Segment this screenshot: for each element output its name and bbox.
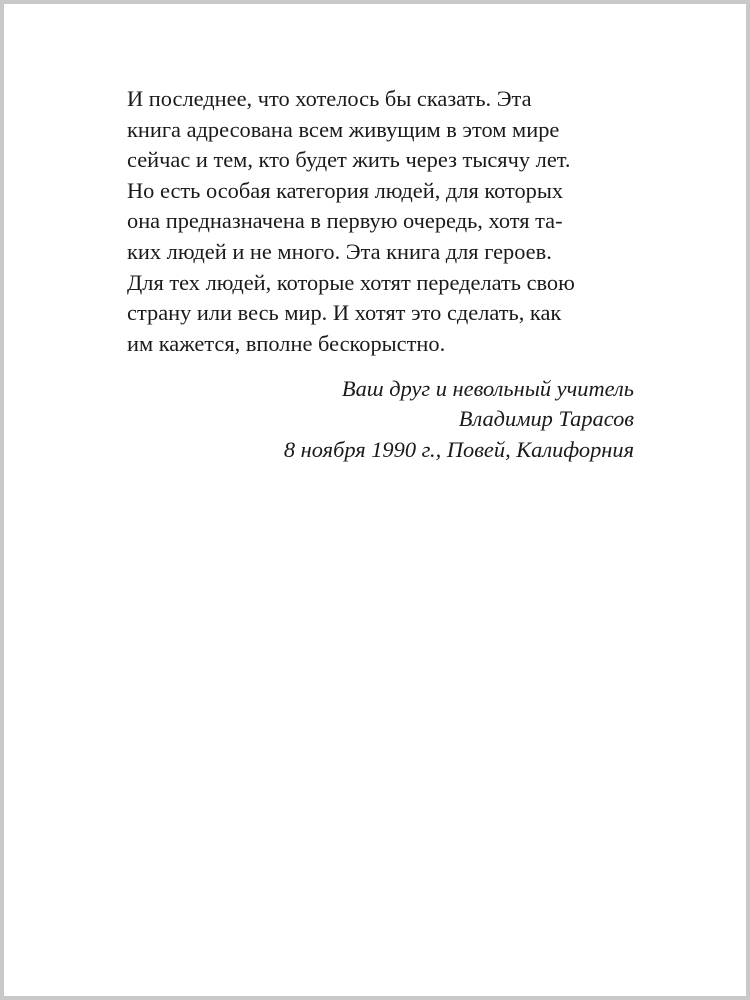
body-paragraph (127, 84, 647, 359)
paragraph-line: она предназначена в первую очередь, хотя та- (127, 208, 563, 234)
paragraph-line: ких людей и не много. Эта книга для героев. (127, 238, 552, 264)
signature-author: Владимир Тарасов (458, 406, 634, 432)
paragraph-line: Для тех людей, которые хотят переделать свою (127, 269, 575, 295)
paragraph-line: книга адресована всем живущим в этом мире (127, 116, 560, 142)
signature-date-place: 8 ноября 1990 г., Повей, Калифорния (283, 436, 634, 462)
signature-block (284, 374, 634, 465)
paragraph-line: страну или весь мир. И хотят это сделать, как (127, 300, 562, 326)
paragraph-line: И последнее, что хотелось бы сказать. Эта (127, 86, 532, 111)
paragraph-line: сейчас и тем, кто будет жить через тысячу лет. (127, 147, 571, 173)
paragraph-line: им кажется, вполне бескорыстно. (127, 330, 446, 356)
signature-salutation: Ваш друг и невольный учитель (341, 376, 634, 401)
paragraph-line: Но есть особая категория людей, для которых (127, 177, 564, 203)
